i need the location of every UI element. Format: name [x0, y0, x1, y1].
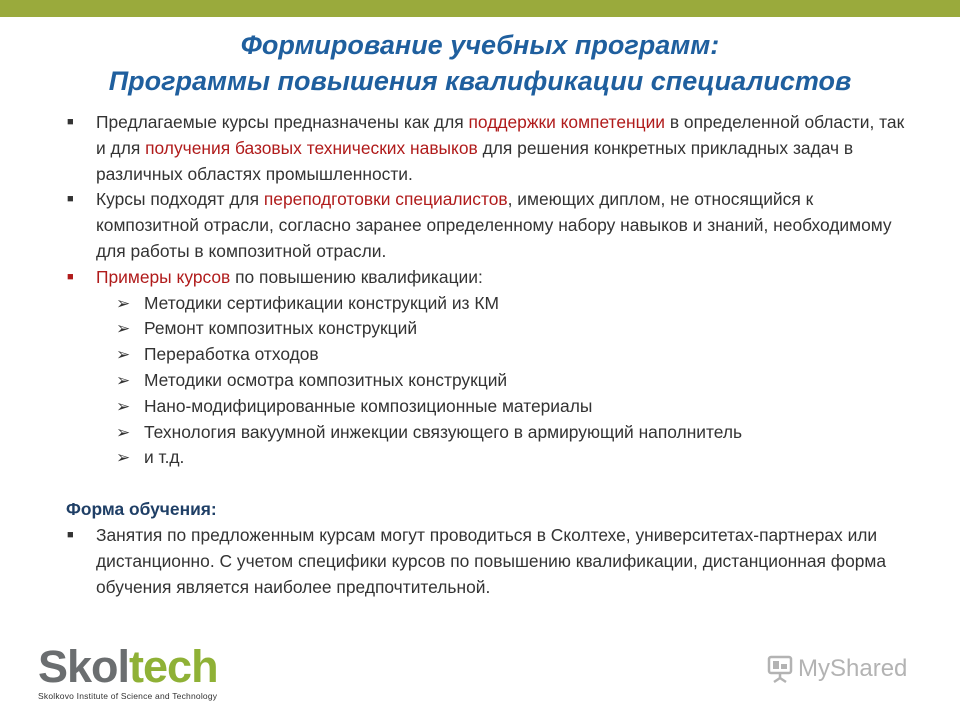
bullet-item-2	[66, 187, 916, 264]
course-examples-list	[66, 291, 916, 472]
arrow-bullet-icon: ➢	[116, 370, 131, 390]
bullet-1-text-a: Предлагаемые курсы предназначены как для	[96, 112, 469, 132]
arrow-bullet-icon: ➢	[116, 422, 131, 442]
square-bullet-icon: ■	[67, 116, 74, 128]
list-item	[66, 420, 916, 446]
course-example-label: Переработка отходов	[144, 344, 319, 365]
square-bullet-icon: ■	[67, 528, 74, 541]
list-item	[66, 342, 916, 368]
bullet-1-text-c: для решения конкретных прикладных задач в различных областях промышленности.	[96, 137, 854, 184]
list-item	[66, 316, 916, 342]
course-example-label: Технология вакуумной инжекции связующего в армирующий наполнитель	[144, 421, 743, 442]
arrow-bullet-icon: ➢	[116, 396, 131, 416]
course-example-label: Нано-модифицированные композиционные материалы	[144, 395, 593, 416]
arrow-bullet-icon: ➢	[116, 319, 131, 339]
watermark-text: MyShared	[798, 655, 908, 682]
course-example-label: Ремонт композитных конструкций	[144, 318, 418, 339]
title-line-1: Формирование учебных программ:	[240, 30, 720, 60]
list-item	[66, 291, 916, 317]
study-form-text: Занятия по предложенным курсам могут проводиться в Сколтехе, университетах-партнерах или дистанционно. С учетом специфики курсов по повышению квалификации, дистанционная форма обучения является наиболее предпочтительной.	[96, 524, 887, 597]
list-item	[66, 368, 916, 394]
bullet-2-text-b: , имеющих диплом, не относящийся к композитной отрасли, согласно заранее определенному набору навыков и знаний, необходимому для работы в композитной отрасли.	[96, 189, 892, 261]
slide-title	[0, 27, 960, 99]
logo-wordmark	[38, 641, 218, 692]
bullet-2-highlight: переподготовки специалистов	[263, 189, 508, 210]
square-bullet-icon: ■	[67, 270, 74, 283]
bullet-1-highlight-a: поддержки компетенции	[468, 112, 665, 132]
bullet-2-text-a: Курсы подходят для	[96, 189, 264, 210]
bullet-1-text-b: в определенной области, так и для	[96, 112, 905, 158]
logo-word-gray: Skol	[38, 641, 130, 692]
bullet-1-highlight-b: получения базовых технических навыков	[145, 137, 478, 158]
logo-word-green: tech	[129, 641, 218, 692]
arrow-bullet-icon: ➢	[116, 293, 131, 313]
logo-subtitle: Skolkovo Institute of Science and Technology	[38, 691, 218, 701]
bullet-3-text: по повышению квалификации:	[230, 266, 483, 287]
list-item	[66, 445, 916, 471]
arrow-bullet-icon: ➢	[116, 448, 131, 468]
skoltech-logo	[38, 641, 218, 701]
arrow-bullet-icon: ➢	[116, 345, 131, 365]
slide-content	[66, 110, 916, 600]
course-example-label: Методики осмотра композитных конструкций	[144, 369, 508, 390]
myshared-watermark	[767, 654, 907, 684]
top-accent-bar	[0, 0, 960, 17]
bullet-item-1	[66, 110, 916, 187]
title-line-2: Программы повышения квалификации специалистов	[108, 66, 852, 96]
list-item	[66, 394, 916, 420]
presentation-board-icon	[767, 654, 793, 684]
study-form-bullet	[66, 523, 916, 600]
bullet-item-3	[66, 265, 916, 291]
study-form-heading: Форма обучения:	[66, 499, 217, 520]
course-example-label: и т.д.	[144, 447, 185, 468]
course-example-label: Методики сертификации конструкций из КМ	[144, 292, 499, 313]
bullet-3-highlight: Примеры курсов	[96, 266, 231, 287]
square-bullet-icon: ■	[67, 193, 74, 206]
